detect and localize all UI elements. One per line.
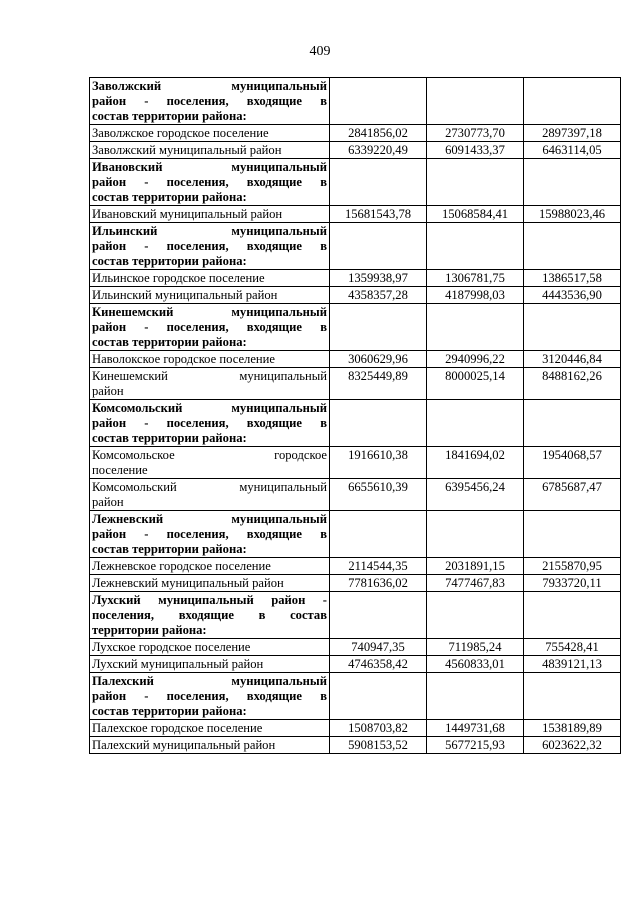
value-cell-3	[524, 159, 621, 206]
value-cell-3: 755428,41	[524, 639, 621, 656]
name-line: район	[92, 495, 124, 509]
value-cell-1	[330, 223, 427, 270]
value-cell-2: 7477467,83	[427, 575, 524, 592]
value-cell-2: 5677215,93	[427, 737, 524, 754]
name-line: Лухский муниципальный район -	[92, 593, 327, 607]
value-cell-2	[427, 304, 524, 351]
name-line: Ивановский муниципальный район	[92, 207, 283, 221]
name-line: состав территории района:	[92, 704, 247, 718]
value-cell-1	[330, 78, 427, 125]
value-cell-3: 6785687,47	[524, 479, 621, 511]
value-cell-3	[524, 511, 621, 558]
value-cell-2: 711985,24	[427, 639, 524, 656]
value-cell-2	[427, 673, 524, 720]
value-cell-3: 6463114,05	[524, 142, 621, 159]
value-cell-3: 3120446,84	[524, 351, 621, 368]
territory-name-cell	[90, 447, 330, 479]
territory-name-cell	[90, 368, 330, 400]
value-cell-2: 6395456,24	[427, 479, 524, 511]
table-row	[90, 270, 621, 287]
value-cell-3	[524, 223, 621, 270]
section-title-cell	[90, 400, 330, 447]
value-cell-2: 4560833,01	[427, 656, 524, 673]
name-line: район - поселения, входящие в	[92, 689, 327, 703]
table-row	[90, 639, 621, 656]
value-cell-2: 2031891,15	[427, 558, 524, 575]
value-cell-1: 5908153,52	[330, 737, 427, 754]
section-header-row	[90, 223, 621, 270]
territory-name-cell	[90, 351, 330, 368]
section-title-cell	[90, 159, 330, 206]
name-line: Палехский муниципальный район	[92, 738, 276, 752]
section-title-cell	[90, 304, 330, 351]
name-line: территории района:	[92, 623, 207, 637]
value-cell-1: 1359938,97	[330, 270, 427, 287]
value-cell-1: 1508703,82	[330, 720, 427, 737]
table-row	[90, 368, 621, 400]
value-cell-2: 8000025,14	[427, 368, 524, 400]
name-line: состав территории района:	[92, 109, 247, 123]
table-body	[90, 78, 621, 754]
value-cell-3	[524, 304, 621, 351]
section-header-row	[90, 304, 621, 351]
table-row	[90, 206, 621, 223]
value-cell-3	[524, 78, 621, 125]
name-line: район - поселения, входящие в	[92, 239, 327, 253]
value-cell-2: 1841694,02	[427, 447, 524, 479]
table-row	[90, 656, 621, 673]
territory-name-cell	[90, 206, 330, 223]
name-line: Комсомольское городское	[92, 448, 327, 462]
value-cell-3: 15988023,46	[524, 206, 621, 223]
name-line: район - поселения, входящие в	[92, 320, 327, 334]
name-line: Палехский муниципальный	[92, 674, 327, 688]
name-line: Заволжский муниципальный район	[92, 143, 282, 157]
name-line: Лухский муниципальный район	[92, 657, 264, 671]
value-cell-3	[524, 673, 621, 720]
name-line: район - поселения, входящие в	[92, 94, 327, 108]
table-row	[90, 351, 621, 368]
territory-name-cell	[90, 639, 330, 656]
name-line: Ивановский муниципальный	[92, 160, 327, 174]
value-cell-2: 6091433,37	[427, 142, 524, 159]
value-cell-3: 1538189,89	[524, 720, 621, 737]
table-row	[90, 720, 621, 737]
table-row	[90, 447, 621, 479]
value-cell-3: 1386517,58	[524, 270, 621, 287]
name-line: Ильинский муниципальный	[92, 224, 327, 238]
value-cell-3: 2897397,18	[524, 125, 621, 142]
value-cell-3	[524, 400, 621, 447]
section-header-row	[90, 78, 621, 125]
value-cell-1	[330, 673, 427, 720]
territory-name-cell	[90, 125, 330, 142]
name-line: район - поселения, входящие в	[92, 175, 327, 189]
name-line: Лухское городское поселение	[92, 640, 251, 654]
value-cell-3: 8488162,26	[524, 368, 621, 400]
territory-name-cell	[90, 270, 330, 287]
territory-name-cell	[90, 575, 330, 592]
name-line: состав территории района:	[92, 335, 247, 349]
section-header-row	[90, 159, 621, 206]
value-cell-2	[427, 159, 524, 206]
name-line: состав территории района:	[92, 431, 247, 445]
value-cell-2: 1449731,68	[427, 720, 524, 737]
territory-name-cell	[90, 479, 330, 511]
value-cell-1: 7781636,02	[330, 575, 427, 592]
territory-name-cell	[90, 287, 330, 304]
name-line: Лежневский муниципальный район	[92, 576, 284, 590]
name-line: район - поселения, входящие в	[92, 416, 327, 430]
section-title-cell	[90, 78, 330, 125]
value-cell-1: 6339220,49	[330, 142, 427, 159]
value-cell-2: 15068584,41	[427, 206, 524, 223]
name-line: поселения, входящие в состав	[92, 608, 327, 622]
value-cell-1: 3060629,96	[330, 351, 427, 368]
table-row	[90, 737, 621, 754]
value-cell-3: 6023622,32	[524, 737, 621, 754]
value-cell-1	[330, 159, 427, 206]
territory-name-cell	[90, 142, 330, 159]
name-line: Наволокское городское поселение	[92, 352, 275, 366]
value-cell-1	[330, 511, 427, 558]
name-line: поселение	[92, 463, 148, 477]
table-row	[90, 479, 621, 511]
budget-table	[89, 77, 621, 754]
value-cell-3: 2155870,95	[524, 558, 621, 575]
value-cell-1: 740947,35	[330, 639, 427, 656]
value-cell-3: 4443536,90	[524, 287, 621, 304]
section-title-cell	[90, 592, 330, 639]
name-line: Заволжское городское поселение	[92, 126, 269, 140]
value-cell-1: 2841856,02	[330, 125, 427, 142]
value-cell-2	[427, 592, 524, 639]
name-line: Комсомольский муниципальный	[92, 401, 327, 415]
table-row	[90, 287, 621, 304]
value-cell-1: 8325449,89	[330, 368, 427, 400]
value-cell-3: 7933720,11	[524, 575, 621, 592]
name-line: район	[92, 384, 124, 398]
section-title-cell	[90, 511, 330, 558]
name-line: состав территории района:	[92, 190, 247, 204]
name-line: Лежневское городское поселение	[92, 559, 271, 573]
value-cell-2	[427, 223, 524, 270]
value-cell-1: 2114544,35	[330, 558, 427, 575]
territory-name-cell	[90, 720, 330, 737]
name-line: Кинешемский муниципальный	[92, 369, 327, 383]
value-cell-1: 1916610,38	[330, 447, 427, 479]
table-row	[90, 575, 621, 592]
value-cell-1: 4358357,28	[330, 287, 427, 304]
name-line: район - поселения, входящие в	[92, 527, 327, 541]
value-cell-2: 1306781,75	[427, 270, 524, 287]
name-line: Ильинский муниципальный район	[92, 288, 278, 302]
value-cell-3: 1954068,57	[524, 447, 621, 479]
territory-name-cell	[90, 656, 330, 673]
value-cell-1	[330, 400, 427, 447]
name-line: Ильинское городское поселение	[92, 271, 265, 285]
value-cell-3: 4839121,13	[524, 656, 621, 673]
value-cell-1	[330, 304, 427, 351]
value-cell-1: 4746358,42	[330, 656, 427, 673]
section-header-row	[90, 592, 621, 639]
name-line: Лежневский муниципальный	[92, 512, 327, 526]
name-line: Заволжский муниципальный	[92, 79, 327, 93]
territory-name-cell	[90, 737, 330, 754]
name-line: Кинешемский муниципальный	[92, 305, 327, 319]
value-cell-2: 4187998,03	[427, 287, 524, 304]
section-title-cell	[90, 223, 330, 270]
value-cell-1	[330, 592, 427, 639]
table-row	[90, 558, 621, 575]
value-cell-2: 2730773,70	[427, 125, 524, 142]
section-header-row	[90, 511, 621, 558]
value-cell-3	[524, 592, 621, 639]
page-number: 409	[309, 44, 331, 59]
value-cell-1: 6655610,39	[330, 479, 427, 511]
value-cell-2: 2940996,22	[427, 351, 524, 368]
value-cell-1: 15681543,78	[330, 206, 427, 223]
territory-name-cell	[90, 558, 330, 575]
name-line: состав территории района:	[92, 254, 247, 268]
section-header-row	[90, 400, 621, 447]
name-line: Комсомольский муниципальный	[92, 480, 327, 494]
table-row	[90, 125, 621, 142]
value-cell-2	[427, 400, 524, 447]
value-cell-2	[427, 511, 524, 558]
table-row	[90, 142, 621, 159]
name-line: состав территории района:	[92, 542, 247, 556]
name-line: Палехское городское поселение	[92, 721, 263, 735]
section-header-row	[90, 673, 621, 720]
value-cell-2	[427, 78, 524, 125]
section-title-cell	[90, 673, 330, 720]
